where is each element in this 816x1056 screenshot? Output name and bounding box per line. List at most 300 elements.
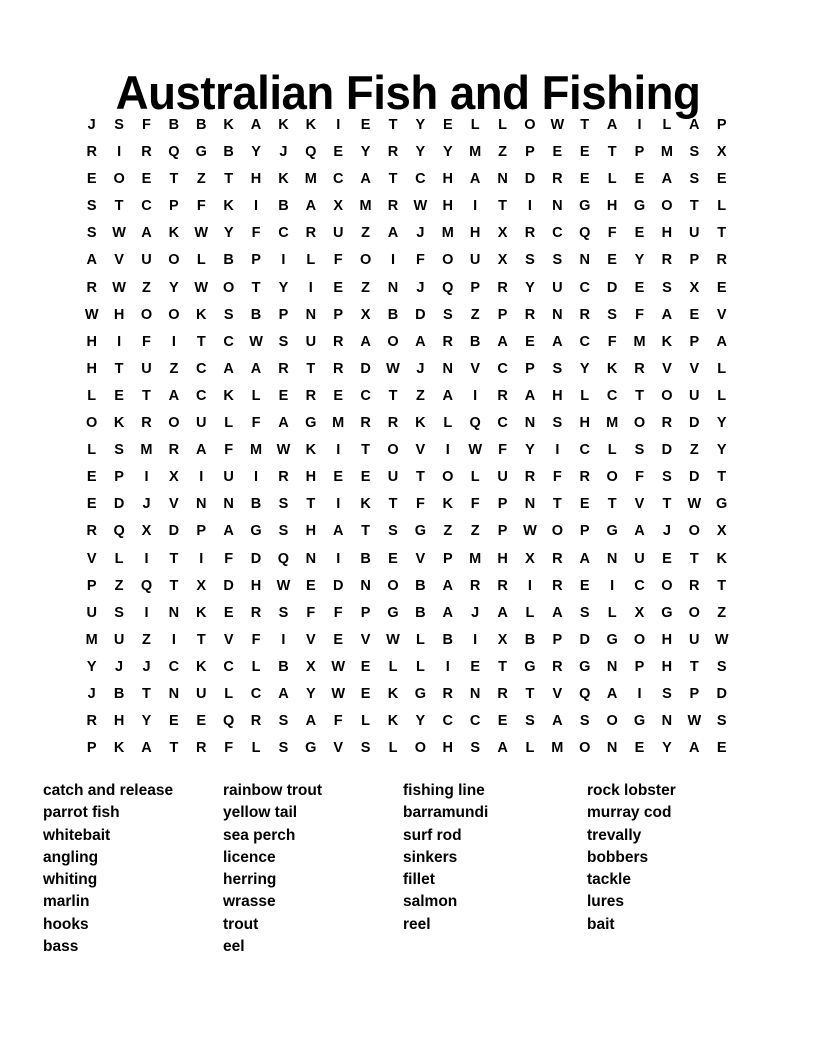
- grid-cell[interactable]: E: [634, 225, 645, 242]
- grid-cell[interactable]: U: [497, 469, 508, 486]
- grid-cell[interactable]: F: [196, 198, 206, 215]
- grid-cell[interactable]: B: [196, 117, 207, 133]
- grid-cell[interactable]: B: [415, 604, 426, 621]
- grid-cell[interactable]: E: [716, 279, 727, 296]
- grid-cell[interactable]: E: [497, 713, 508, 730]
- grid-cell[interactable]: T: [498, 198, 507, 215]
- grid-cell[interactable]: L: [443, 415, 453, 432]
- grid-cell[interactable]: K: [606, 360, 618, 377]
- grid-cell[interactable]: Z: [196, 171, 206, 188]
- grid-cell[interactable]: X: [169, 469, 179, 486]
- grid-cell[interactable]: T: [169, 740, 179, 757]
- grid-cell[interactable]: A: [223, 523, 234, 540]
- grid-cell[interactable]: I: [610, 577, 615, 594]
- grid-cell[interactable]: O: [387, 442, 399, 459]
- grid-cell[interactable]: F: [635, 306, 644, 323]
- grid-cell[interactable]: M: [469, 550, 482, 567]
- grid-cell[interactable]: Y: [442, 144, 453, 161]
- grid-cell[interactable]: N: [305, 306, 317, 323]
- grid-cell[interactable]: N: [442, 360, 454, 377]
- grid-cell[interactable]: N: [524, 415, 536, 432]
- grid-cell[interactable]: F: [333, 604, 343, 621]
- grid-cell[interactable]: I: [637, 685, 642, 702]
- grid-cell[interactable]: O: [168, 252, 180, 269]
- grid-cell[interactable]: R: [360, 415, 371, 432]
- grid-cell[interactable]: G: [305, 740, 317, 757]
- grid-cell[interactable]: E: [552, 144, 563, 161]
- grid-cell[interactable]: S: [579, 604, 590, 621]
- grid-cell[interactable]: W: [687, 713, 702, 730]
- grid-cell[interactable]: G: [606, 631, 618, 648]
- grid-cell[interactable]: I: [445, 442, 450, 459]
- grid-cell[interactable]: X: [333, 198, 344, 215]
- grid-cell[interactable]: O: [223, 279, 235, 296]
- grid-cell[interactable]: S: [278, 604, 289, 621]
- grid-cell[interactable]: J: [142, 658, 151, 675]
- grid-cell[interactable]: D: [689, 415, 700, 432]
- grid-cell[interactable]: N: [606, 658, 618, 675]
- grid-cell[interactable]: S: [442, 306, 453, 323]
- grid-cell[interactable]: E: [223, 604, 234, 621]
- grid-cell[interactable]: C: [579, 442, 590, 459]
- grid-cell[interactable]: Q: [168, 144, 180, 161]
- grid-cell[interactable]: V: [716, 306, 727, 323]
- grid-cell[interactable]: D: [250, 550, 262, 567]
- grid-cell[interactable]: M: [249, 442, 263, 459]
- word-list-item[interactable]: fishing line: [403, 782, 485, 799]
- grid-cell[interactable]: K: [113, 740, 125, 757]
- word-list-item[interactable]: tackle: [587, 871, 631, 888]
- grid-cell[interactable]: V: [305, 631, 316, 648]
- grid-cell[interactable]: V: [470, 360, 480, 377]
- grid-cell[interactable]: E: [333, 144, 344, 161]
- grid-cell[interactable]: A: [387, 225, 399, 242]
- grid-cell[interactable]: Y: [415, 713, 426, 730]
- grid-cell[interactable]: H: [305, 523, 317, 540]
- grid-cell[interactable]: E: [634, 279, 645, 296]
- grid-cell[interactable]: K: [387, 713, 399, 730]
- grid-cell[interactable]: O: [661, 198, 673, 215]
- grid-cell[interactable]: Y: [525, 279, 535, 296]
- grid-cell[interactable]: I: [117, 144, 122, 161]
- grid-cell[interactable]: P: [251, 252, 261, 269]
- grid-cell[interactable]: L: [388, 740, 398, 757]
- grid-cell[interactable]: X: [360, 306, 371, 323]
- grid-cell[interactable]: S: [114, 117, 124, 133]
- grid-cell[interactable]: W: [687, 496, 702, 513]
- grid-cell[interactable]: N: [168, 685, 180, 702]
- grid-cell[interactable]: R: [332, 360, 344, 377]
- grid-cell[interactable]: H: [442, 171, 454, 188]
- grid-cell[interactable]: C: [196, 360, 207, 377]
- grid-cell[interactable]: S: [86, 225, 97, 242]
- grid-cell[interactable]: L: [470, 469, 480, 486]
- grid-cell[interactable]: D: [332, 577, 344, 594]
- word-list-item[interactable]: rock lobster: [587, 782, 676, 799]
- grid-cell[interactable]: U: [689, 225, 700, 242]
- grid-cell[interactable]: I: [144, 550, 149, 567]
- grid-cell[interactable]: S: [278, 740, 289, 757]
- grid-cell[interactable]: S: [388, 523, 398, 540]
- grid-cell[interactable]: G: [716, 496, 728, 513]
- grid-cell[interactable]: E: [634, 171, 645, 188]
- grid-cell[interactable]: R: [305, 387, 317, 404]
- grid-cell[interactable]: A: [497, 740, 508, 757]
- grid-cell[interactable]: K: [168, 225, 180, 242]
- grid-cell[interactable]: C: [606, 387, 618, 404]
- grid-cell[interactable]: E: [388, 550, 398, 567]
- word-list-item[interactable]: rainbow trout: [223, 782, 323, 799]
- grid-cell[interactable]: M: [660, 144, 673, 161]
- grid-cell[interactable]: R: [524, 225, 536, 242]
- grid-cell[interactable]: H: [661, 225, 673, 242]
- grid-cell[interactable]: Y: [360, 144, 371, 161]
- grid-cell[interactable]: B: [223, 144, 234, 161]
- grid-cell[interactable]: G: [661, 604, 673, 621]
- grid-cell[interactable]: T: [114, 198, 124, 215]
- grid-cell[interactable]: T: [580, 117, 590, 133]
- grid-cell[interactable]: O: [661, 387, 673, 404]
- word-list-item[interactable]: marlin: [43, 893, 90, 911]
- grid-cell[interactable]: W: [276, 442, 291, 459]
- grid-cell[interactable]: K: [278, 117, 289, 133]
- grid-cell[interactable]: F: [224, 550, 234, 567]
- grid-cell[interactable]: F: [415, 496, 425, 513]
- grid-cell[interactable]: L: [87, 387, 97, 404]
- grid-cell[interactable]: F: [498, 442, 507, 459]
- grid-cell[interactable]: I: [254, 198, 259, 215]
- grid-cell[interactable]: Q: [579, 685, 591, 702]
- grid-cell[interactable]: K: [196, 658, 207, 675]
- grid-cell[interactable]: P: [442, 550, 453, 567]
- grid-cell[interactable]: R: [524, 306, 536, 323]
- grid-cell[interactable]: M: [304, 171, 317, 188]
- grid-cell[interactable]: K: [196, 604, 207, 621]
- grid-cell[interactable]: A: [86, 252, 97, 269]
- grid-cell[interactable]: C: [415, 171, 426, 188]
- grid-cell[interactable]: T: [306, 496, 316, 513]
- grid-cell[interactable]: A: [278, 685, 289, 702]
- grid-cell[interactable]: K: [387, 685, 399, 702]
- grid-cell[interactable]: O: [387, 333, 399, 350]
- grid-cell[interactable]: R: [141, 144, 152, 161]
- grid-cell[interactable]: A: [305, 713, 317, 730]
- grid-cell[interactable]: O: [551, 523, 563, 540]
- grid-cell[interactable]: B: [250, 496, 262, 513]
- grid-cell[interactable]: U: [552, 279, 563, 296]
- word-list-item[interactable]: bait: [587, 915, 615, 933]
- grid-cell[interactable]: B: [360, 550, 371, 567]
- grid-cell[interactable]: F: [470, 496, 480, 513]
- grid-cell[interactable]: L: [470, 117, 480, 133]
- word-list-item[interactable]: salmon: [403, 893, 458, 911]
- grid-cell[interactable]: P: [579, 523, 590, 540]
- grid-cell[interactable]: M: [633, 333, 646, 350]
- grid-cell[interactable]: A: [606, 685, 618, 702]
- grid-cell[interactable]: O: [524, 117, 536, 133]
- grid-cell[interactable]: E: [86, 469, 97, 486]
- grid-cell[interactable]: W: [331, 658, 346, 675]
- grid-cell[interactable]: P: [497, 496, 508, 513]
- grid-cell[interactable]: R: [86, 523, 97, 540]
- grid-cell[interactable]: P: [552, 631, 563, 648]
- grid-cell[interactable]: Y: [716, 442, 727, 459]
- grid-cell[interactable]: E: [716, 171, 727, 188]
- grid-cell[interactable]: F: [607, 333, 617, 350]
- grid-cell[interactable]: O: [442, 469, 454, 486]
- grid-cell[interactable]: E: [579, 496, 590, 513]
- grid-cell[interactable]: N: [661, 713, 673, 730]
- grid-cell[interactable]: O: [140, 306, 153, 323]
- grid-cell[interactable]: R: [552, 658, 563, 675]
- grid-cell[interactable]: X: [525, 550, 535, 567]
- grid-cell[interactable]: V: [333, 740, 344, 757]
- grid-cell[interactable]: H: [497, 550, 508, 567]
- grid-cell[interactable]: Q: [305, 144, 317, 161]
- grid-cell[interactable]: I: [336, 496, 341, 513]
- grid-cell[interactable]: R: [250, 604, 262, 621]
- grid-cell[interactable]: E: [333, 279, 344, 296]
- grid-cell[interactable]: W: [112, 279, 126, 296]
- word-list-item[interactable]: barramundi: [403, 804, 489, 822]
- grid-cell[interactable]: Q: [277, 550, 290, 567]
- grid-cell[interactable]: T: [196, 333, 206, 350]
- grid-cell[interactable]: T: [607, 496, 617, 513]
- grid-cell[interactable]: I: [336, 117, 341, 133]
- grid-cell[interactable]: Q: [140, 577, 153, 594]
- grid-cell[interactable]: O: [414, 740, 427, 757]
- grid-cell[interactable]: U: [223, 469, 234, 486]
- grid-cell[interactable]: V: [223, 631, 234, 648]
- grid-cell[interactable]: V: [360, 631, 371, 648]
- grid-cell[interactable]: P: [333, 306, 344, 323]
- grid-cell[interactable]: R: [552, 550, 563, 567]
- grid-cell[interactable]: Y: [169, 279, 179, 296]
- grid-cell[interactable]: Q: [223, 713, 235, 730]
- grid-cell[interactable]: M: [140, 442, 153, 459]
- grid-cell[interactable]: C: [250, 685, 262, 702]
- grid-cell[interactable]: F: [142, 117, 151, 133]
- grid-cell[interactable]: W: [413, 198, 428, 215]
- grid-cell[interactable]: S: [223, 306, 234, 323]
- grid-cell[interactable]: L: [607, 171, 617, 188]
- grid-cell[interactable]: K: [415, 415, 426, 432]
- grid-cell[interactable]: A: [442, 577, 454, 594]
- grid-cell[interactable]: P: [525, 144, 535, 161]
- grid-cell[interactable]: L: [224, 685, 234, 702]
- grid-cell[interactable]: Q: [442, 279, 454, 296]
- grid-cell[interactable]: I: [336, 550, 341, 567]
- grid-cell[interactable]: U: [689, 631, 700, 648]
- grid-cell[interactable]: Y: [278, 279, 289, 296]
- grid-cell[interactable]: V: [552, 685, 563, 702]
- grid-cell[interactable]: M: [359, 198, 372, 215]
- grid-cell[interactable]: K: [442, 496, 454, 513]
- grid-cell[interactable]: R: [497, 279, 508, 296]
- grid-cell[interactable]: J: [416, 225, 425, 242]
- grid-cell[interactable]: E: [278, 387, 289, 404]
- grid-cell[interactable]: H: [250, 171, 262, 188]
- grid-cell[interactable]: R: [86, 713, 97, 730]
- grid-cell[interactable]: S: [716, 658, 727, 675]
- grid-cell[interactable]: W: [276, 577, 291, 594]
- grid-cell[interactable]: E: [525, 333, 535, 350]
- grid-cell[interactable]: R: [387, 144, 399, 161]
- grid-cell[interactable]: S: [552, 360, 563, 377]
- grid-cell[interactable]: C: [497, 415, 508, 432]
- grid-cell[interactable]: P: [689, 333, 700, 350]
- grid-cell[interactable]: L: [525, 604, 535, 621]
- grid-cell[interactable]: T: [689, 550, 699, 567]
- grid-cell[interactable]: R: [86, 144, 97, 161]
- grid-cell[interactable]: S: [278, 713, 289, 730]
- grid-cell[interactable]: X: [689, 279, 700, 296]
- grid-cell[interactable]: P: [86, 577, 97, 594]
- grid-cell[interactable]: C: [196, 387, 207, 404]
- grid-cell[interactable]: E: [333, 631, 344, 648]
- grid-cell[interactable]: R: [661, 252, 673, 269]
- grid-cell[interactable]: V: [689, 360, 700, 377]
- grid-cell[interactable]: H: [442, 740, 454, 757]
- grid-cell[interactable]: P: [497, 306, 508, 323]
- grid-cell[interactable]: B: [442, 631, 454, 648]
- grid-cell[interactable]: H: [442, 198, 454, 215]
- grid-cell[interactable]: D: [113, 496, 125, 513]
- grid-cell[interactable]: T: [552, 496, 562, 513]
- grid-cell[interactable]: N: [223, 496, 234, 513]
- grid-cell[interactable]: E: [196, 713, 207, 730]
- grid-cell[interactable]: R: [689, 577, 700, 594]
- grid-cell[interactable]: H: [113, 713, 125, 730]
- grid-cell[interactable]: N: [196, 496, 207, 513]
- grid-cell[interactable]: E: [442, 117, 453, 133]
- grid-cell[interactable]: G: [579, 658, 591, 675]
- grid-cell[interactable]: S: [278, 496, 289, 513]
- grid-cell[interactable]: R: [168, 442, 180, 459]
- grid-cell[interactable]: A: [661, 306, 673, 323]
- grid-cell[interactable]: A: [168, 387, 180, 404]
- grid-cell[interactable]: A: [497, 604, 508, 621]
- grid-cell[interactable]: F: [552, 469, 562, 486]
- grid-cell[interactable]: T: [689, 198, 699, 215]
- grid-cell[interactable]: T: [169, 550, 179, 567]
- grid-cell[interactable]: N: [552, 198, 563, 215]
- grid-cell[interactable]: E: [662, 550, 672, 567]
- grid-cell[interactable]: L: [662, 117, 672, 133]
- grid-cell[interactable]: T: [169, 171, 179, 188]
- grid-cell[interactable]: L: [607, 442, 617, 459]
- grid-cell[interactable]: T: [114, 360, 124, 377]
- grid-cell[interactable]: O: [688, 523, 700, 540]
- word-list-item[interactable]: hooks: [43, 915, 89, 933]
- word-list-item[interactable]: herring: [223, 871, 277, 888]
- grid-cell[interactable]: I: [171, 631, 176, 648]
- grid-cell[interactable]: L: [498, 117, 507, 133]
- grid-cell[interactable]: N: [606, 740, 618, 757]
- grid-cell[interactable]: W: [84, 306, 99, 323]
- grid-cell[interactable]: B: [524, 631, 536, 648]
- grid-cell[interactable]: L: [717, 387, 727, 404]
- grid-cell[interactable]: N: [552, 306, 563, 323]
- word-list-item[interactable]: bobbers: [587, 848, 649, 866]
- grid-cell[interactable]: R: [387, 198, 399, 215]
- grid-cell[interactable]: R: [278, 360, 289, 377]
- grid-cell[interactable]: L: [251, 740, 261, 757]
- grid-cell[interactable]: P: [634, 658, 645, 675]
- grid-cell[interactable]: J: [416, 279, 425, 296]
- grid-cell[interactable]: S: [278, 333, 289, 350]
- grid-cell[interactable]: T: [635, 387, 644, 404]
- grid-cell[interactable]: R: [497, 685, 508, 702]
- grid-cell[interactable]: B: [278, 658, 289, 675]
- grid-cell[interactable]: E: [360, 685, 371, 702]
- grid-cell[interactable]: W: [550, 117, 565, 133]
- grid-cell[interactable]: C: [332, 171, 344, 188]
- grid-cell[interactable]: T: [388, 117, 398, 133]
- grid-cell[interactable]: L: [607, 604, 617, 621]
- grid-cell[interactable]: H: [86, 333, 97, 350]
- grid-cell[interactable]: K: [661, 333, 673, 350]
- grid-cell[interactable]: R: [442, 685, 454, 702]
- grid-cell[interactable]: P: [634, 144, 645, 161]
- grid-cell[interactable]: R: [579, 306, 590, 323]
- grid-cell[interactable]: A: [552, 604, 563, 621]
- grid-cell[interactable]: A: [497, 333, 508, 350]
- grid-cell[interactable]: H: [606, 198, 618, 215]
- grid-cell[interactable]: V: [114, 252, 124, 269]
- word-list-item[interactable]: trevally: [587, 826, 642, 844]
- grid-cell[interactable]: Z: [114, 577, 124, 594]
- grid-cell[interactable]: W: [194, 225, 209, 242]
- grid-cell[interactable]: D: [606, 279, 618, 296]
- grid-cell[interactable]: A: [360, 333, 371, 350]
- word-list-item[interactable]: trout: [223, 915, 259, 933]
- grid-cell[interactable]: O: [606, 713, 618, 730]
- grid-cell[interactable]: I: [637, 117, 642, 133]
- grid-cell[interactable]: N: [524, 496, 536, 513]
- grid-cell[interactable]: L: [251, 658, 261, 675]
- grid-cell[interactable]: R: [469, 577, 481, 594]
- word-list-item[interactable]: reel: [403, 915, 431, 933]
- grid-cell[interactable]: N: [168, 604, 180, 621]
- grid-cell[interactable]: H: [86, 360, 97, 377]
- grid-cell[interactable]: T: [142, 685, 151, 702]
- grid-cell[interactable]: I: [144, 469, 149, 486]
- grid-cell[interactable]: E: [579, 144, 590, 161]
- grid-cell[interactable]: C: [442, 713, 454, 730]
- grid-cell[interactable]: S: [689, 144, 700, 161]
- grid-cell[interactable]: C: [579, 279, 590, 296]
- grid-cell[interactable]: I: [473, 631, 478, 648]
- grid-cell[interactable]: F: [142, 333, 151, 350]
- grid-cell[interactable]: L: [717, 198, 727, 215]
- grid-cell[interactable]: T: [306, 360, 316, 377]
- grid-cell[interactable]: O: [168, 306, 180, 323]
- word-list-item[interactable]: eel: [223, 937, 245, 955]
- grid-cell[interactable]: R: [196, 740, 207, 757]
- grid-cell[interactable]: A: [442, 387, 454, 404]
- grid-cell[interactable]: T: [717, 225, 727, 242]
- grid-cell[interactable]: I: [527, 577, 532, 594]
- grid-cell[interactable]: A: [442, 604, 454, 621]
- grid-cell[interactable]: M: [551, 740, 564, 757]
- grid-cell[interactable]: B: [278, 198, 289, 215]
- grid-cell[interactable]: Y: [86, 658, 97, 675]
- grid-cell[interactable]: E: [634, 740, 645, 757]
- grid-cell[interactable]: A: [524, 387, 536, 404]
- word-list-item[interactable]: catch and release: [43, 782, 174, 799]
- grid-cell[interactable]: P: [278, 306, 289, 323]
